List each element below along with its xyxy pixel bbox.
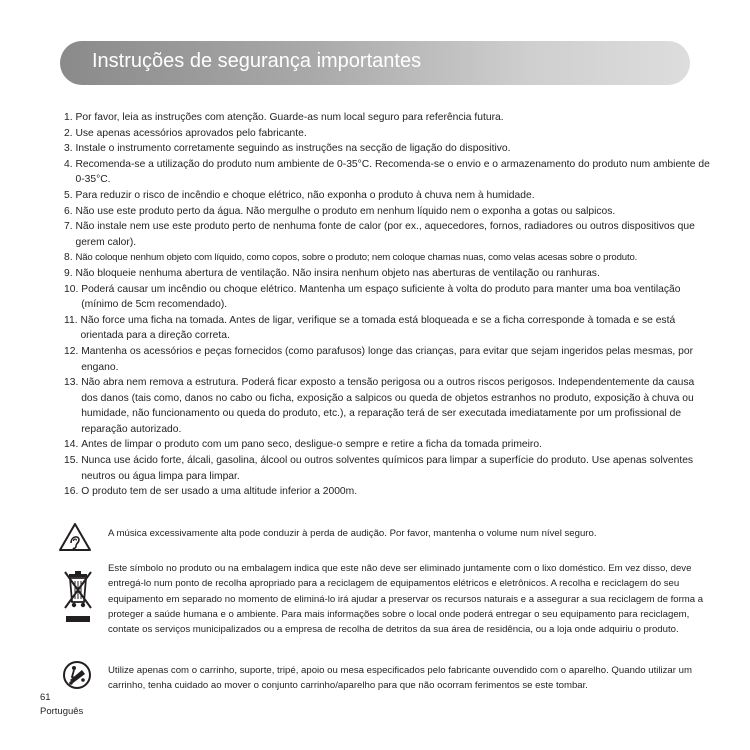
item-text: Não abra nem remova a estrutura. Poderá ficar exposto a tensão perigosa ou a outros riscos perigosos. Independentemente da causa dos danos (tais como, danos no cabo ou ficha, exposição a salpicos ou queda de objetos estranhos no produto, exposição à chuva ou humidade, não funcionamento ou queda do produto, etc.), a reparação terá de ser executada imediatamente por um profissional de reparação autorizado. bbox=[81, 377, 695, 435]
page-number: 61 bbox=[40, 692, 51, 703]
item-number: 13. bbox=[64, 377, 79, 389]
item-text: Instale o instrumento corretamente seguindo as instruções na secção de ligação do dispositivo. bbox=[75, 143, 511, 155]
list-item bbox=[64, 484, 712, 500]
item-number: 9. bbox=[64, 267, 73, 279]
item-number: 10. bbox=[64, 283, 79, 295]
item-number: 12. bbox=[64, 345, 79, 357]
item-number: 1. bbox=[64, 112, 73, 123]
item-number: 6. bbox=[64, 205, 73, 217]
item-number: 7. bbox=[64, 221, 73, 233]
list-item bbox=[64, 313, 712, 344]
hearing-note: A música excessivamente alta pode conduzir à perda de audição. Por favor, mantenha o volume num nível seguro. bbox=[108, 528, 597, 539]
item-text: Não bloqueie nenhuma abertura de ventilação. Não insira nenhum objeto nas aberturas de ventilação ou ranhuras. bbox=[75, 267, 600, 279]
item-number: 3. bbox=[64, 143, 73, 155]
page-title: Instruções de segurança importantes bbox=[92, 50, 422, 72]
weee-crossed-bin-icon bbox=[62, 568, 94, 624]
item-text: Não instale nem use este produto perto de nenhuma fonte de calor (por ex., aquecedores, fornos, radiadores ou outros dispositivos que gerem calor). bbox=[75, 221, 695, 248]
disposal-note: Este símbolo no produto ou na embalagem indica que este não deve ser eliminado juntamente com o lixo doméstico. Em vez disso, deve entregá-lo num ponto de recolha apropriado para a reciclagem de equipamentos elétricos e eletrônicos. A recolha e reciclagem do seu equipamento em separado no momento de eliminá-lo irá ajudar a preservar os recursos naturais e a assegurar a sua reciclagem de forma a proteger a saúde humana e o ambiente. Para mais informações sobre o local onde poderá entregar o seu equipamento para reciclagem, contate os serviços municipalizados ou a empresa de recolha de detritos da sua área de residência, ou a loja onde adquiriu o produto. bbox=[108, 563, 704, 636]
list-item bbox=[64, 266, 712, 282]
item-number: 11. bbox=[64, 314, 78, 326]
item-text: Não use este produto perto da água. Não mergulhe o produto em nenhum líquido nem o exponha a gotas ou salpicos. bbox=[75, 205, 616, 217]
item-number: 14. bbox=[64, 439, 79, 451]
cart-note: Utilize apenas com o carrinho, suporte, tripé, apoio ou mesa especificados pelo fabricante ouvendido com o aparelho. Quando utilizar um carrinho, tenha cuidado ao mover o conjunto carrinho/aparelho para que não ocorram ferimentos se este tombar. bbox=[108, 665, 692, 692]
item-text: Por favor, leia as instruções com atenção. Guarde-as num local seguro para referência futura. bbox=[75, 112, 504, 123]
list-item bbox=[64, 188, 712, 204]
item-text: Recomenda-se a utilização do produto num ambiente de 0-35°C. Recomenda-se o envio e o armazenamento do produto num ambiente de 0-35°C. bbox=[75, 158, 710, 186]
list-item bbox=[64, 437, 712, 453]
list-item bbox=[64, 126, 712, 142]
item-number: 15. bbox=[64, 455, 79, 467]
item-number: 2. bbox=[64, 127, 73, 139]
item-text: Para reduzir o risco de incêndio e choque elétrico, não exponha o produto à chuva nem à humidade. bbox=[75, 189, 535, 201]
item-text: Poderá causar um incêndio ou choque elétrico. Mantenha um espaço suficiente à volta do produto para manter uma boa ventilação (mínimo de 5cm recomendado). bbox=[81, 283, 681, 311]
list-item bbox=[64, 110, 712, 126]
list-item bbox=[64, 157, 712, 188]
item-text: Antes de limpar o produto com um pano seco, desligue-o sempre e retire a ficha da tomada primeiro. bbox=[81, 439, 542, 451]
item-text: Nunca use ácido forte, álcali, gasolina, álcool ou outros solventes químicos para limpar a superfície do produto. Use apenas solventes neutros ou água limpa para limpar. bbox=[81, 455, 694, 482]
list-item bbox=[64, 453, 712, 484]
item-text: Não force uma ficha na tomada. Antes de ligar, verifique se a tomada está bloqueada e se a ficha corresponde à tomada e se está orientada para a direção correta. bbox=[80, 314, 676, 342]
list-item bbox=[64, 141, 712, 157]
item-number: 4. bbox=[64, 158, 73, 170]
list-item bbox=[64, 282, 712, 313]
item-number: 8. bbox=[64, 252, 73, 264]
item-text: Use apenas acessórios aprovados pelo fabricante. bbox=[75, 127, 307, 139]
item-number: 16. bbox=[64, 486, 79, 498]
list-item bbox=[64, 250, 712, 266]
cart-tip-over-warning-icon bbox=[62, 660, 92, 690]
item-number: 5. bbox=[64, 189, 73, 201]
hearing-warning-icon bbox=[58, 522, 92, 552]
language-label: Português bbox=[40, 706, 84, 717]
item-text: Não coloque nenhum objeto com líquido, como copos, sobre o produto; nem coloque chamas nuas, como velas acesas sobre o produto. bbox=[75, 252, 638, 264]
title-banner bbox=[60, 41, 690, 85]
list-item bbox=[64, 344, 712, 375]
list-item bbox=[64, 219, 712, 250]
instructions-list bbox=[64, 110, 712, 500]
list-item bbox=[64, 204, 712, 220]
list-item bbox=[64, 375, 712, 437]
item-text: Mantenha os acessórios e peças fornecidos (como parafusos) longe das crianças, para evitar que sejam ingeridos pelas mesmas, por engano. bbox=[81, 345, 694, 373]
item-text: O produto tem de ser usado a uma altitude inferior a 2000m. bbox=[81, 486, 358, 498]
